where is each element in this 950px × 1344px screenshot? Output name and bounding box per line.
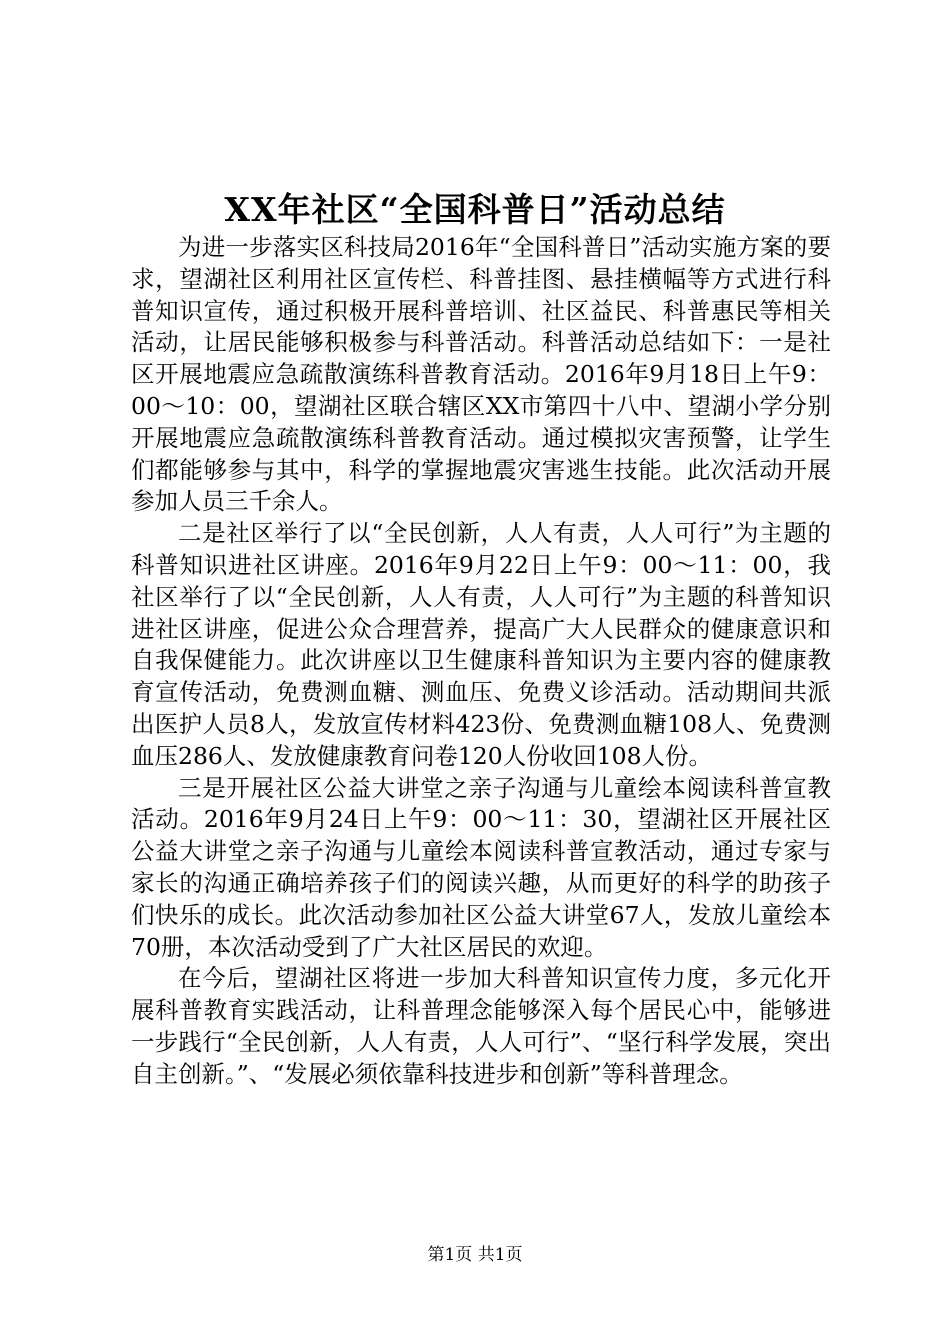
paragraph-lecture: 二是社区举行了以“全民创新，人人有责，人人可行”为主题的科普知识进社区讲座。2016年9月22日上午9：00～11：00，我社区举行了以“全民创新，人人有责，人人可行”为主题的科普知识进社区讲座，促进公众合理营养，提高广大人民群众的健康意识和自我保健能力。此次讲座以卫生健康科普知识为主要内容的健康教育宣传活动，免费测血糖、测血压、免费义诊活动。活动期间共派出医护人员8人，发放宣传材料423份、免费测血糖108人、免费测血压286人、发放健康教育问卷120人份收回108人份。 <box>131 519 831 770</box>
page-footer: 第1页 共1页 <box>427 1245 523 1265</box>
document-body <box>131 232 831 1091</box>
paragraph-intro: 为进一步落实区科技局2016年“全国科普日”活动实施方案的要求，望湖社区利用社区宣传栏、科普挂图、悬挂横幅等方式进行科普知识宣传，通过积极开展科普培训、社区益民、科普惠民等相关活动，让居民能够积极参与科普活动。科普活动总结如下：一是社区开展地震应急疏散演练科普教育活动。2016年9月18日上午9：00～10：00，望湖社区联合辖区XX市第四十八中、望湖小学分别开展地震应急疏散演练科普教育活动。通过模拟灾害预警，让学生们都能够参与其中，科学的掌握地震灾害逃生技能。此次活动开展参加人员三千余人。 <box>131 233 831 516</box>
paragraph-future: 在今后，望湖社区将进一步加大科普知识宣传力度，多元化开展科普教育实践活动，让科普理念能够深入每个居民心中，能够进一步践行“全民创新，人人有责，人人可行”、“坚行科学发展，突出自主创新。”、“发展必须依靠科技进步和创新”等科普理念。 <box>131 964 831 1088</box>
document-title: XX年社区“全国科普日”活动总结 <box>224 190 726 229</box>
paragraph-reading: 三是开展社区公益大讲堂之亲子沟通与儿童绘本阅读科普宣教活动。2016年9月24日上午9：00～11：30，望湖社区开展社区公益大讲堂之亲子沟通与儿童绘本阅读科普宣教活动，通过专家与家长的沟通正确培养孩子们的阅读兴趣，从而更好的科学的助孩子们快乐的成长。此次活动参加社区公益大讲堂67人，发放儿童绘本70册，本次活动受到了广大社区居民的欢迎。 <box>131 773 831 961</box>
